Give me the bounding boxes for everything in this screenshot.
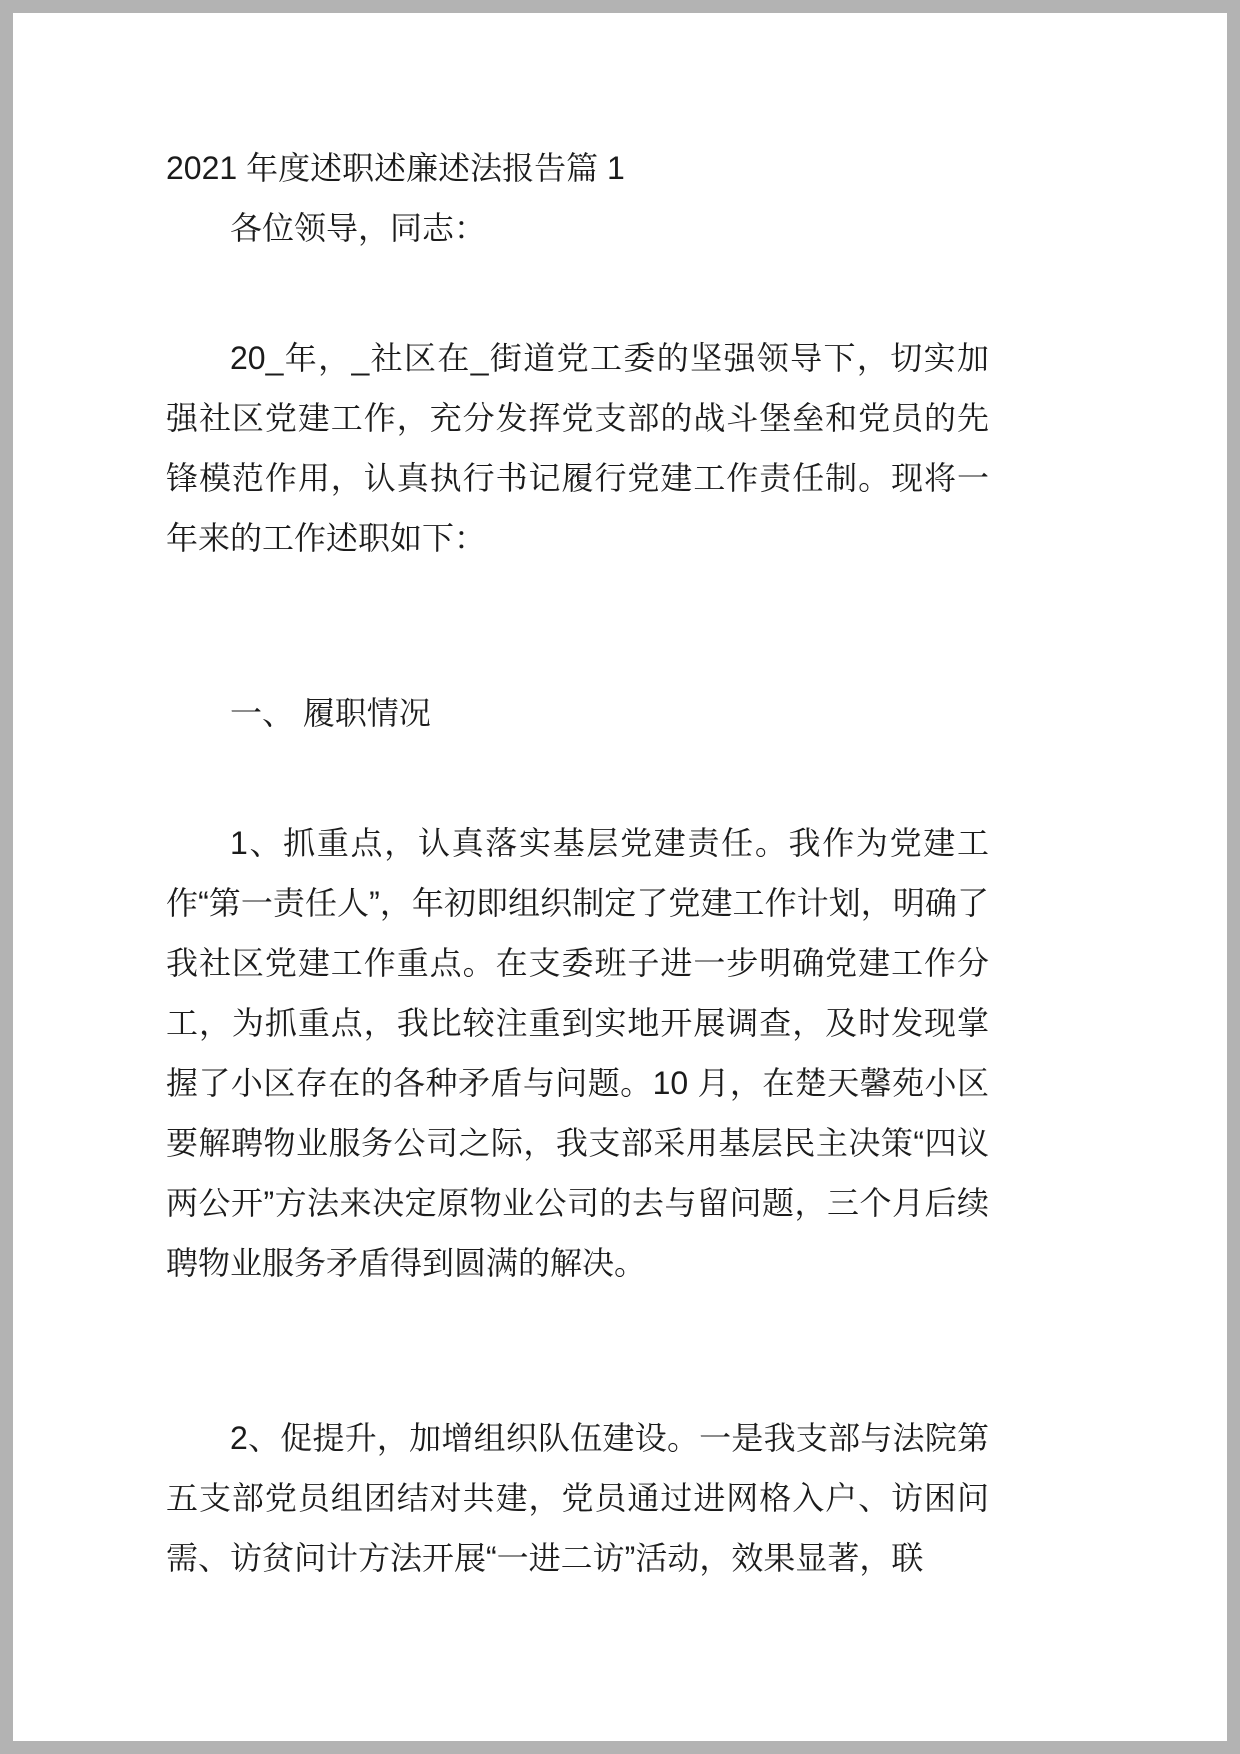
intro-paragraph: 20_年，_社区在_街道党工委的坚强领导下，切实加强社区党建工作，充分发挥党支部的战斗堡垒和党员的先锋模范作用，认真执行书记履行党建工作责任制。现将一年来的工作述职如下： xyxy=(166,340,989,556)
document-title: 2021 年度述职述廉述法报告篇 1 xyxy=(166,150,625,186)
section-heading: 一、 履职情况 xyxy=(230,695,431,731)
document-page xyxy=(13,13,1227,1741)
item-2-paragraph: 2、促提升，加增组织队伍建设。一是我支部与法院第五支部党员组团结对共建，党员通过进网格入户、访困问需、访贫问计方法开展“一进二访”活动，效果显著，联 xyxy=(166,1420,989,1576)
salutation: 各位领导，同志： xyxy=(230,210,487,246)
item-1-paragraph: 1、抓重点，认真落实基层党建责任。我作为党建工作“第一责任人”，年初即组织制定了党建工作计划，明确了我社区党建工作重点。在支委班子进一步明确党建工作分工，为抓重点，我比较注重到实地开展调查，及时发现掌握了小区存在的各种矛盾与问题。10 月，在楚天馨苑小区要解聘物业服务公司之际，我支部采用基层民主决策“四议两公开”方法来决定原物业公司的去与留问题，三个月后续聘物业服务矛盾得到圆满的解决。 xyxy=(166,825,989,1281)
